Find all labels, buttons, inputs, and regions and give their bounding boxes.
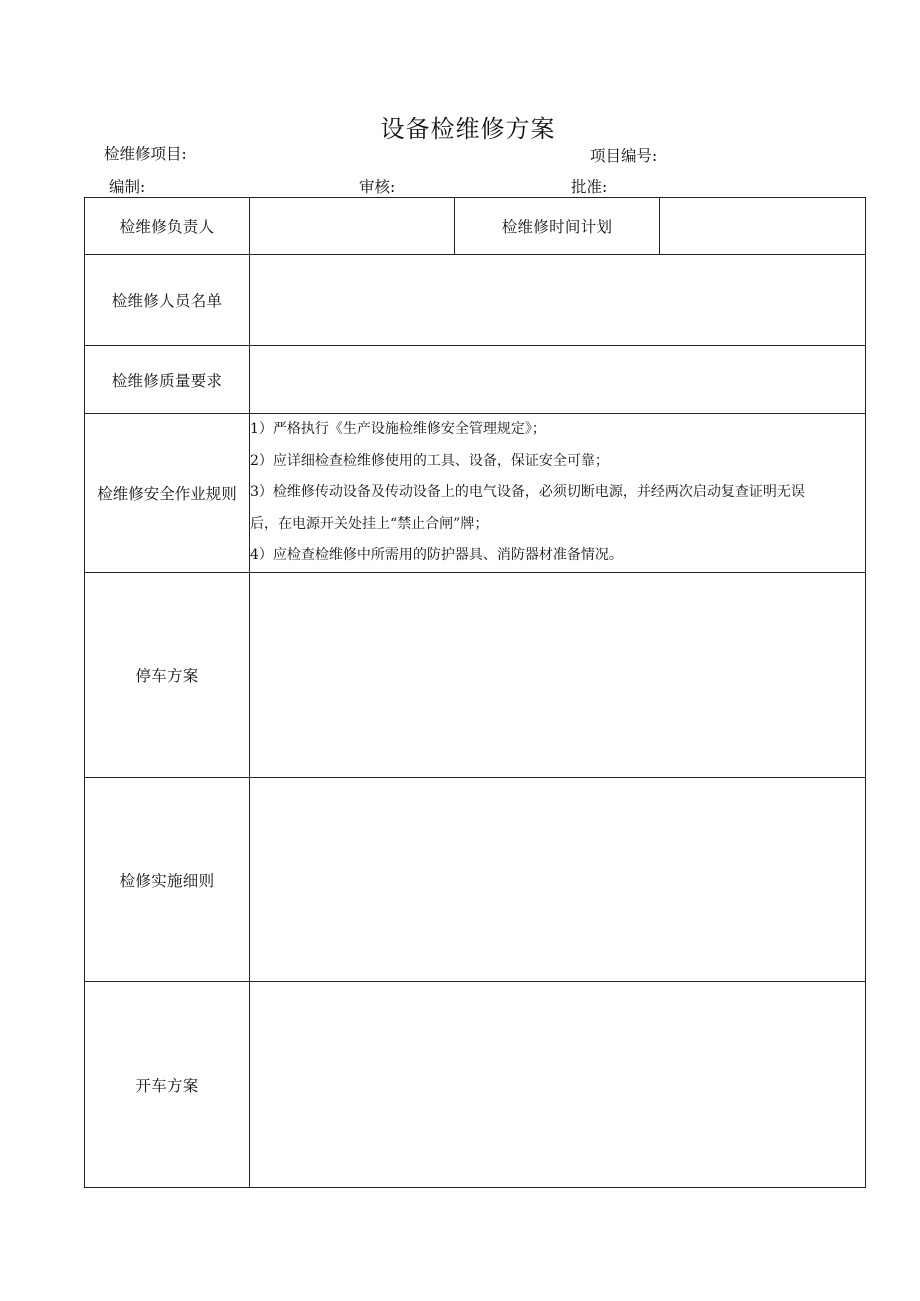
implementation-label: 检修实施细则 (85, 778, 250, 982)
personnel-value-cell[interactable] (250, 255, 866, 346)
startup-label: 开车方案 (85, 982, 250, 1188)
reviewed-by-label: 审核: (359, 178, 396, 196)
responsible-label: 检维修负责人 (85, 198, 250, 255)
personnel-label: 检维修人员名单 (85, 255, 250, 346)
quality-row (85, 346, 866, 414)
shutdown-row (85, 573, 866, 778)
startup-row (85, 982, 866, 1188)
implementation-value-cell[interactable] (250, 778, 866, 982)
personnel-row (85, 255, 866, 346)
safety-rules-cell (250, 414, 866, 573)
responsible-value-cell[interactable] (250, 198, 455, 255)
maintenance-plan-table (84, 197, 866, 1188)
shutdown-label: 停车方案 (85, 573, 250, 778)
implementation-row (85, 778, 866, 982)
safety-rule-3-continued: 后，在电源开关处挂上“禁止合闸”牌； (250, 515, 489, 532)
compiled-by-label: 编制: (109, 178, 146, 196)
quality-value-cell[interactable] (250, 346, 866, 414)
time-plan-value-cell[interactable] (660, 198, 866, 255)
quality-label: 检维修质量要求 (85, 346, 250, 414)
project-label: 检维修项目: (104, 145, 187, 163)
safety-rule-1: 1）严格执行《生产设施检维修安全管理规定》； (250, 421, 546, 438)
responsible-row (85, 198, 866, 255)
approved-by-label: 批准: (571, 178, 608, 196)
startup-value-cell[interactable] (250, 982, 866, 1188)
safety-rule-3: 3）检维修传动设备及传动设备上的电气设备，必须切断电源，并经两次启动复查证明无误 (250, 484, 805, 501)
safety-row (85, 414, 866, 573)
safety-label: 检维修安全作业规则 (85, 414, 250, 573)
project-number-label: 项目编号: (590, 147, 658, 165)
shutdown-value-cell[interactable] (250, 573, 866, 778)
document-title: 设备检维修方案 (380, 115, 556, 143)
safety-rule-2: 2）应详细检查检维修使用的工具、设备，保证安全可靠； (250, 452, 609, 469)
safety-rule-4: 4）应检查检维修中所需用的防护器具、消防器材准备情况。 (250, 547, 623, 564)
time-plan-label: 检维修时间计划 (455, 198, 660, 255)
